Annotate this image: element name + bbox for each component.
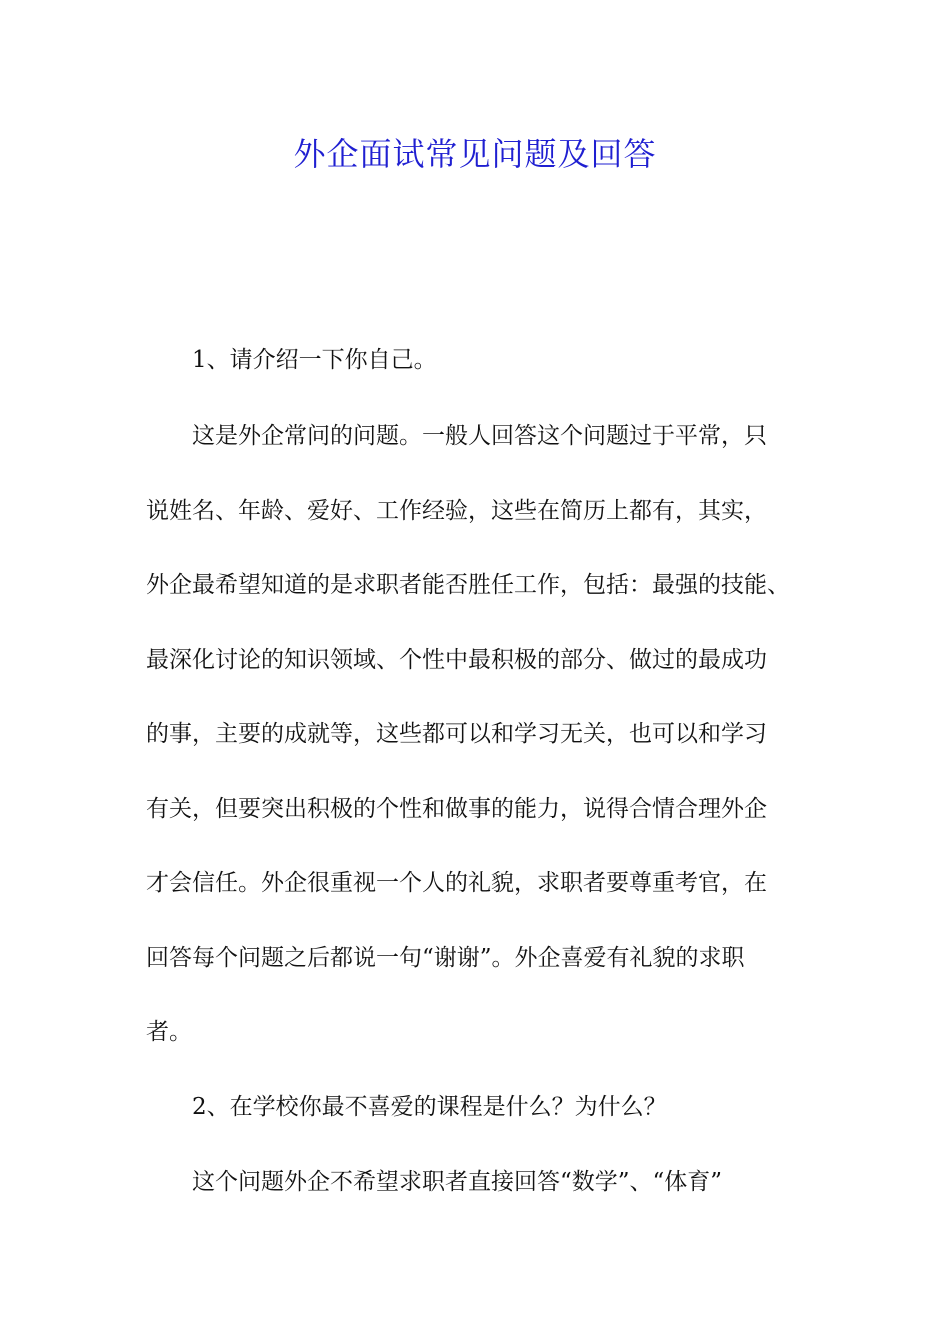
answer-1-line-1: 这是外企常问的问题。一般人回答这个问题过于平常，只	[192, 423, 767, 449]
answer-1-line-9: 者。	[146, 1019, 192, 1045]
answer-1-line-3: 外企最希望知道的是求职者能否胜任工作，包括：最强的技能、	[146, 572, 790, 598]
answer-1-line-4: 最深化讨论的知识领域、个性中最积极的部分、做过的最成功	[146, 647, 767, 673]
answer-2-line-1: 这个问题外企不希望求职者直接回答“数学”、“体育”	[192, 1169, 723, 1195]
answer-1-line-7: 才会信任。外企很重视一个人的礼貌，求职者要尊重考官，在	[146, 870, 767, 896]
answer-1-line-5: 的事，主要的成就等，这些都可以和学习无关，也可以和学习	[146, 721, 767, 747]
question-2-heading: 2、在学校你最不喜爱的课程是什么？为什么？	[192, 1094, 667, 1120]
answer-1-line-2: 说姓名、年龄、爱好、工作经验，这些在简历上都有，其实，	[146, 498, 767, 524]
answer-1-line-8: 回答每个问题之后都说一句“谢谢”。外企喜爱有礼貌的求职	[146, 945, 745, 971]
answer-1-line-6: 有关，但要突出积极的个性和做事的能力，说得合情合理外企	[146, 796, 767, 822]
question-1-heading: 1、请介绍一下你自己。	[192, 347, 437, 373]
document-title: 外企面试常见问题及回答	[293, 135, 657, 173]
